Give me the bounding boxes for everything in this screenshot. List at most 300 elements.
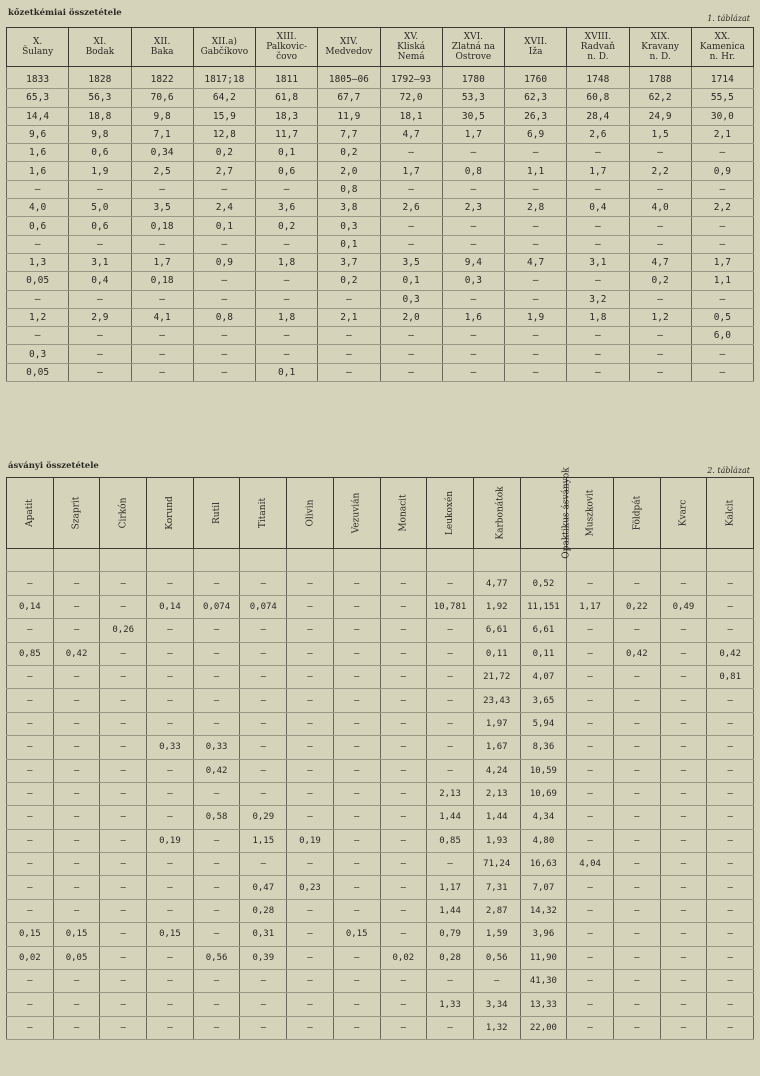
table1-cell: 2,5 <box>131 162 193 180</box>
table1-cell: — <box>567 144 629 162</box>
table1-cell: — <box>691 235 753 253</box>
table1-cell: 1780 <box>442 67 504 89</box>
table2-cell: — <box>660 923 707 946</box>
table2-cell: — <box>333 899 380 922</box>
table2-cell: 1,67 <box>473 736 520 759</box>
table2-title: ásványi összetétele <box>8 461 99 471</box>
table2-cell: — <box>567 619 614 642</box>
table2-cell: — <box>100 829 147 852</box>
table2-cell: — <box>660 876 707 899</box>
table2-cell: — <box>427 572 474 595</box>
table2-cell <box>240 549 287 572</box>
table2-cell: — <box>147 689 194 712</box>
table2-cell: 1,92 <box>473 595 520 618</box>
table1-cell: — <box>629 144 691 162</box>
table1-cell: — <box>567 235 629 253</box>
table2-cell <box>147 549 194 572</box>
table2-cell: — <box>613 899 660 922</box>
table2-cell: — <box>7 759 54 782</box>
table2-cell: — <box>7 899 54 922</box>
table2-cell: — <box>53 876 100 899</box>
table2-column-header <box>193 478 240 549</box>
table1-cell: — <box>629 345 691 363</box>
table1-cell: 0,6 <box>256 162 318 180</box>
table2-cell: 0,39 <box>240 946 287 969</box>
table2-cell: — <box>240 853 287 876</box>
table1-cell: — <box>69 180 131 198</box>
table2-cell: — <box>660 806 707 829</box>
table2-cell: — <box>613 946 660 969</box>
table2-cell: — <box>240 642 287 665</box>
table2-cell: — <box>287 806 334 829</box>
table1-cell: — <box>442 327 504 345</box>
table1-cell: 0,2 <box>629 272 691 290</box>
table1-cell: 28,4 <box>567 107 629 125</box>
table1-cell: 60,8 <box>567 89 629 107</box>
table2-cell: — <box>567 665 614 688</box>
table2-cell <box>193 549 240 572</box>
table2-cell: 0,85 <box>427 829 474 852</box>
table1-cell: 3,6 <box>256 199 318 217</box>
table1-cell: — <box>318 345 380 363</box>
table1-cell: — <box>380 217 442 235</box>
table1-cell: 3,1 <box>567 253 629 271</box>
table2-cell: — <box>660 642 707 665</box>
table2-column-header-label: Cirkón <box>118 497 129 529</box>
table1-cell: — <box>567 180 629 198</box>
table2-cell <box>287 549 334 572</box>
table1-cell: 11,9 <box>318 107 380 125</box>
table2-cell: — <box>613 829 660 852</box>
table2-cell: 11,151 <box>520 595 567 618</box>
table1-cell: 0,1 <box>380 272 442 290</box>
table2-cell: — <box>193 619 240 642</box>
table1-row <box>7 217 754 235</box>
table1-cell: — <box>318 290 380 308</box>
table2-row <box>7 1016 754 1039</box>
table2-cell: — <box>7 970 54 993</box>
table2-cell: 4,24 <box>473 759 520 782</box>
table1-cell: — <box>69 363 131 381</box>
table1-cell: 65,3 <box>7 89 69 107</box>
table2-cell: — <box>333 689 380 712</box>
table2-cell: — <box>567 736 614 759</box>
table2-cell: — <box>193 712 240 735</box>
table1-column-header: XI. Bodak <box>69 28 131 67</box>
table2-column-header <box>707 478 754 549</box>
table2-cell: — <box>567 923 614 946</box>
table2-cell: 3,65 <box>520 689 567 712</box>
table2-cell: — <box>380 689 427 712</box>
table1-row <box>7 162 754 180</box>
table1-cell: — <box>193 272 255 290</box>
table2-cell: — <box>567 1016 614 1039</box>
table2-cell: — <box>380 759 427 782</box>
table1-cell: 2,0 <box>380 308 442 326</box>
table2-cell: — <box>7 736 54 759</box>
table2-cell: 0,074 <box>240 595 287 618</box>
table1-cell: — <box>193 363 255 381</box>
table2-row <box>7 946 754 969</box>
table2-cell <box>333 549 380 572</box>
table2-cell: — <box>380 712 427 735</box>
table2-cell <box>380 549 427 572</box>
table2-cell: — <box>333 595 380 618</box>
table2-cell: 0,074 <box>193 595 240 618</box>
table1-cell: 4,7 <box>380 125 442 143</box>
table2-cell: — <box>707 689 754 712</box>
table2-cell: — <box>660 572 707 595</box>
table2-cell: 0,23 <box>287 876 334 899</box>
table2-cell <box>473 549 520 572</box>
table2-row <box>7 595 754 618</box>
table2-cell: 0,14 <box>7 595 54 618</box>
table1-cell: — <box>131 290 193 308</box>
table1-cell: 0,3 <box>442 272 504 290</box>
table2-cell: — <box>613 876 660 899</box>
table2-cell: 0,15 <box>147 923 194 946</box>
table2-cell: — <box>287 736 334 759</box>
table1-cell: 0,18 <box>131 272 193 290</box>
table2-cell: — <box>567 712 614 735</box>
table1-cell: 0,8 <box>193 308 255 326</box>
table1-row <box>7 107 754 125</box>
table2-cell: — <box>333 782 380 805</box>
table2-cell: 0,52 <box>520 572 567 595</box>
table2-cell: — <box>707 736 754 759</box>
table2-cell: — <box>287 993 334 1016</box>
table2-column-header <box>147 478 194 549</box>
table1-cell: — <box>256 272 318 290</box>
table2-cell: — <box>100 806 147 829</box>
table1-row <box>7 125 754 143</box>
table1-cell: 3,5 <box>131 199 193 217</box>
table2-cell: — <box>613 1016 660 1039</box>
table1-cell: — <box>691 144 753 162</box>
table1-cell: — <box>567 345 629 363</box>
table2-cell <box>660 549 707 572</box>
table2-cell: — <box>427 665 474 688</box>
table1-cell: — <box>505 272 567 290</box>
table2-cell: — <box>53 712 100 735</box>
table1-cell: — <box>505 217 567 235</box>
table2-cell: — <box>613 736 660 759</box>
table2-label: 2. táblázat <box>707 466 750 475</box>
table2-cell: — <box>53 853 100 876</box>
table2-cell: 4,34 <box>520 806 567 829</box>
table2-cell: — <box>473 970 520 993</box>
table2-cell: — <box>193 572 240 595</box>
table2-cell: — <box>427 853 474 876</box>
table1-cell: 0,1 <box>256 363 318 381</box>
table2-cell: — <box>660 993 707 1016</box>
table2-cell: — <box>567 759 614 782</box>
table1-cell: 24,9 <box>629 107 691 125</box>
table2-cell: — <box>100 946 147 969</box>
table1-cell: 0,6 <box>7 217 69 235</box>
table2-column-header-label: Titanit <box>258 497 269 529</box>
table1-cell: 0,05 <box>7 272 69 290</box>
table2-row <box>7 619 754 642</box>
table2-cell: — <box>707 712 754 735</box>
table2-cell: 1,32 <box>473 1016 520 1039</box>
table1-column-header: XIII. Palkoviс- čovo <box>256 28 318 67</box>
table2-cell: 0,29 <box>240 806 287 829</box>
table2-column-header-label: Vezuvián <box>351 492 362 534</box>
table1-cell: — <box>131 327 193 345</box>
table2-cell: — <box>660 853 707 876</box>
table1-cell: — <box>505 290 567 308</box>
table1-cell: — <box>318 363 380 381</box>
table1-cell: — <box>442 235 504 253</box>
table1-cell: — <box>442 363 504 381</box>
table1-cell: 30,5 <box>442 107 504 125</box>
table2-cell: — <box>53 595 100 618</box>
table2-cell: — <box>707 806 754 829</box>
table2-cell: 8,36 <box>520 736 567 759</box>
table1-cell: 0,1 <box>256 144 318 162</box>
table2-row <box>7 712 754 735</box>
table1-cell: 3,1 <box>69 253 131 271</box>
table2-cell: — <box>100 876 147 899</box>
table1-cell: 1,7 <box>691 253 753 271</box>
table1-cell: 0,2 <box>193 144 255 162</box>
table2-cell: 0,19 <box>287 829 334 852</box>
table2-cell: — <box>660 829 707 852</box>
table2-cell: 0,31 <box>240 923 287 946</box>
table1-cell: — <box>7 327 69 345</box>
table1-cell: 1760 <box>505 67 567 89</box>
table2-cell: — <box>287 1016 334 1039</box>
table2-cell: — <box>380 642 427 665</box>
table2-column-header-label: Leukoxén <box>445 490 456 536</box>
table1-row <box>7 89 754 107</box>
table1-cell: 61,8 <box>256 89 318 107</box>
table2-cell: — <box>660 689 707 712</box>
table2-cell: 1,17 <box>567 595 614 618</box>
table1-cell: — <box>256 345 318 363</box>
table1-cell: 2,7 <box>193 162 255 180</box>
table1-cell: 0,9 <box>193 253 255 271</box>
table2-cell: 7,07 <box>520 876 567 899</box>
table2-cell: — <box>100 1016 147 1039</box>
table2-column-header <box>427 478 474 549</box>
table2-cell: — <box>240 712 287 735</box>
table1-cell: 0,4 <box>69 272 131 290</box>
table1-cell: 1,9 <box>505 308 567 326</box>
table1-cell: 4,7 <box>629 253 691 271</box>
table2-cell: — <box>333 946 380 969</box>
table1-cell: 4,0 <box>7 199 69 217</box>
table2-cell: — <box>7 689 54 712</box>
table2-cell: — <box>707 829 754 852</box>
table1-cell: 3,2 <box>567 290 629 308</box>
table2-cell: 0,28 <box>240 899 287 922</box>
table2-row <box>7 993 754 1016</box>
table1-cell: 2,9 <box>69 308 131 326</box>
table2-cell: — <box>53 665 100 688</box>
table1-cell: 1833 <box>7 67 69 89</box>
table2-row <box>7 642 754 665</box>
table2-cell: 0,15 <box>53 923 100 946</box>
table1-cell: — <box>442 345 504 363</box>
table1-cell: — <box>131 235 193 253</box>
table2-cell: 0,22 <box>613 595 660 618</box>
table2-cell: — <box>567 970 614 993</box>
table1-cell: 72,0 <box>380 89 442 107</box>
table1-cell: 4,0 <box>629 199 691 217</box>
table2-cell: — <box>147 946 194 969</box>
table2-cell: — <box>147 782 194 805</box>
table1-cell: — <box>442 217 504 235</box>
table2-cell: — <box>380 806 427 829</box>
table2-cell: — <box>380 970 427 993</box>
table1-cell: 3,5 <box>380 253 442 271</box>
table2-cell: — <box>100 689 147 712</box>
table2-cell: — <box>380 665 427 688</box>
table1-column-header: XV. Kliská Nemá <box>380 28 442 67</box>
table1-cell: — <box>442 290 504 308</box>
table1-cell: 2,8 <box>505 199 567 217</box>
table2-cell: — <box>193 1016 240 1039</box>
table1-cell: 4,1 <box>131 308 193 326</box>
table2-cell: — <box>613 689 660 712</box>
table1-cell: 2,6 <box>380 199 442 217</box>
table2-cell: — <box>613 993 660 1016</box>
table1-cell: 62,2 <box>629 89 691 107</box>
table2-cell: — <box>380 782 427 805</box>
table2-cell: — <box>287 946 334 969</box>
table1-cell: 6,9 <box>505 125 567 143</box>
table1-cell: 2,1 <box>691 125 753 143</box>
table2-cell: — <box>567 993 614 1016</box>
table2-cell: — <box>427 642 474 665</box>
table2-cell: — <box>240 689 287 712</box>
table2-cell: 71,24 <box>473 853 520 876</box>
table2-cell: — <box>380 876 427 899</box>
table2-cell: — <box>333 759 380 782</box>
table1-cell: — <box>567 327 629 345</box>
table2-cell: — <box>380 829 427 852</box>
table2-cell: — <box>567 572 614 595</box>
table1-cell: 0,3 <box>318 217 380 235</box>
table1-cell: 1822 <box>131 67 193 89</box>
table2-cell: — <box>100 993 147 1016</box>
table2-cell: 1,97 <box>473 712 520 735</box>
table1-cell: — <box>7 235 69 253</box>
table1-cell: 30,0 <box>691 107 753 125</box>
table2-cell: — <box>240 619 287 642</box>
table1-cell: 1,8 <box>256 253 318 271</box>
table1-cell: 0,18 <box>131 217 193 235</box>
table2-cell: — <box>7 993 54 1016</box>
table1-cell: 7,7 <box>318 125 380 143</box>
table1-cell: 1,2 <box>629 308 691 326</box>
table2-cell: — <box>100 736 147 759</box>
table2-cell: — <box>100 642 147 665</box>
table2-cell: — <box>380 595 427 618</box>
table2-cell: — <box>287 899 334 922</box>
table2-cell: 1,44 <box>427 806 474 829</box>
table2-column-header <box>520 467 572 559</box>
table2-cell: — <box>707 876 754 899</box>
table2-cell: 4,07 <box>520 665 567 688</box>
table1-cell: 0,2 <box>256 217 318 235</box>
table2-cell: — <box>53 619 100 642</box>
table1-cell: — <box>505 345 567 363</box>
table2-cell: 1,59 <box>473 923 520 946</box>
table2-cell: 0,19 <box>147 829 194 852</box>
table1-cell: 5,0 <box>69 199 131 217</box>
table1-cell: 9,6 <box>7 125 69 143</box>
table2-cell: — <box>53 1016 100 1039</box>
table2-column-header <box>473 478 520 549</box>
table2-cell: 0,33 <box>147 736 194 759</box>
table1-cell: 53,3 <box>442 89 504 107</box>
table1-cell: — <box>193 180 255 198</box>
table2-cell: — <box>333 993 380 1016</box>
table2-cell: — <box>100 782 147 805</box>
table2-cell: 0,11 <box>520 642 567 665</box>
table2-cell: — <box>147 806 194 829</box>
table2-cell: — <box>707 1016 754 1039</box>
table2-cell: — <box>333 876 380 899</box>
table1-cell: — <box>256 327 318 345</box>
table1-cell: — <box>318 327 380 345</box>
table2-cell: 0,28 <box>427 946 474 969</box>
table2-cell: — <box>240 1016 287 1039</box>
table1-cell: — <box>193 345 255 363</box>
table1-cell: — <box>256 235 318 253</box>
table2-cell: — <box>380 1016 427 1039</box>
table2-cell: — <box>7 712 54 735</box>
table1-cell: — <box>7 180 69 198</box>
table1-cell: 62,3 <box>505 89 567 107</box>
table2-cell: — <box>240 993 287 1016</box>
table1-cell: 1,7 <box>442 125 504 143</box>
table1-cell: 18,8 <box>69 107 131 125</box>
table1-cell: 1,3 <box>7 253 69 271</box>
table2-cell: — <box>100 572 147 595</box>
table2-column-header-label: Olivin <box>304 499 315 527</box>
table2-cell: — <box>287 689 334 712</box>
table2-cell: 0,81 <box>707 665 754 688</box>
table2-cell: — <box>53 759 100 782</box>
table1-cell: 0,2 <box>318 272 380 290</box>
table1-label: 1. táblázat <box>707 14 750 23</box>
table1-cell: 56,3 <box>69 89 131 107</box>
table1-cell: 2,3 <box>442 199 504 217</box>
table2-cell: — <box>333 642 380 665</box>
table2-cell: — <box>287 759 334 782</box>
table2-cell: — <box>147 759 194 782</box>
table2-column-header-label: Kvarc <box>678 499 689 527</box>
table1-cell: 70,6 <box>131 89 193 107</box>
table2-cell: 6,61 <box>473 619 520 642</box>
table2-cell: — <box>333 665 380 688</box>
table2-cell: — <box>193 829 240 852</box>
table1-cell: — <box>69 235 131 253</box>
table2-cell: — <box>100 923 147 946</box>
table1-column-header: XVI. Zlatná na Ostrove <box>442 28 504 67</box>
table2-cell: — <box>53 829 100 852</box>
table2-cell: — <box>287 712 334 735</box>
table1-cell: 11,7 <box>256 125 318 143</box>
table2-column-header <box>380 478 427 549</box>
table2-cell: — <box>100 853 147 876</box>
table2-cell: — <box>240 572 287 595</box>
table2-cell: — <box>567 946 614 969</box>
